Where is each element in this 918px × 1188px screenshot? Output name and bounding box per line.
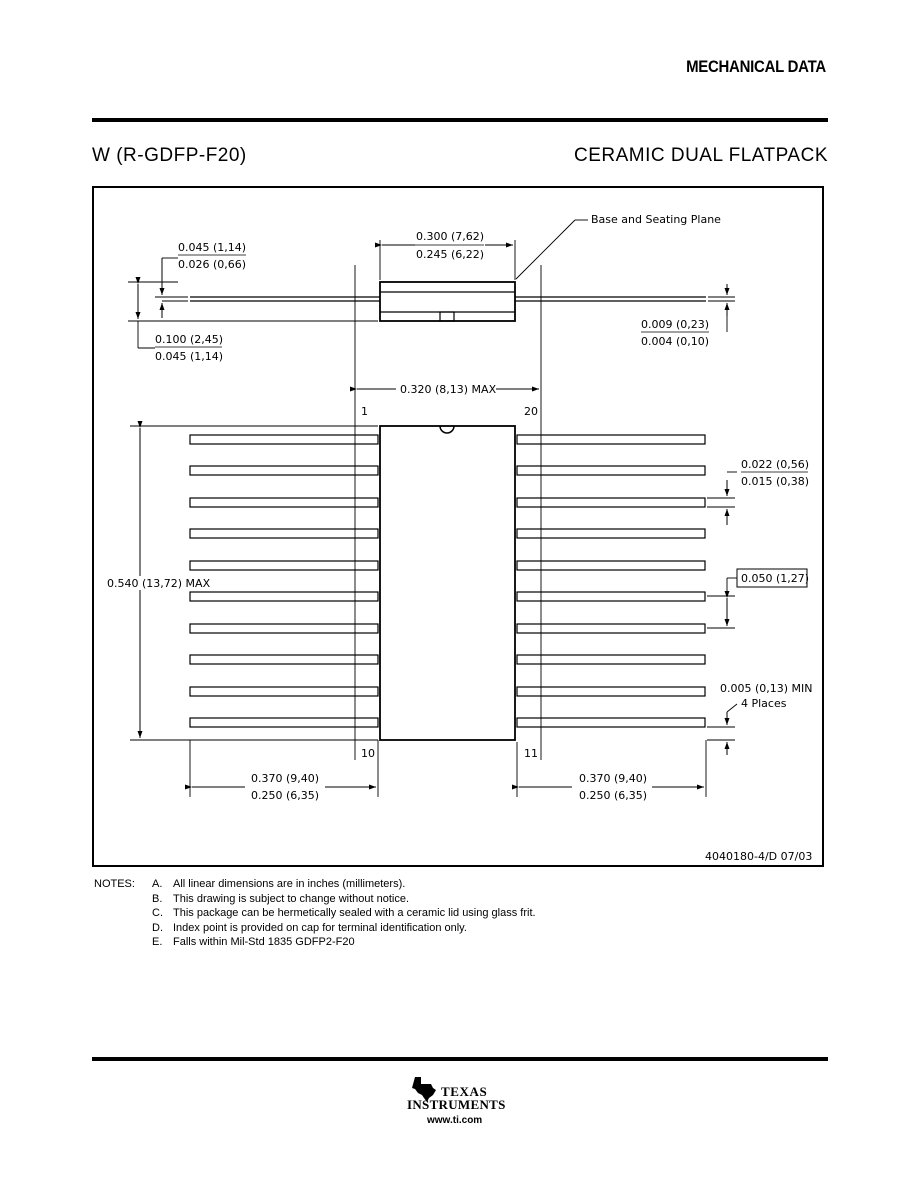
note-a: A. All linear dimensions are in inches (millimeters). [152,878,406,890]
body-height-min: 0.045 (1,14) [155,350,224,363]
pin-10-label: 10 [361,747,375,760]
note-c: C. This package can be hermetically sealed with a ceramic lid using glass frit. [152,907,536,919]
page-header-title: MECHANICAL DATA [686,57,826,76]
package-name: CERAMIC DUAL FLATPACK [573,145,828,166]
package-code: W (R-GDFP-F20) [92,145,247,166]
pin-1-label: 1 [361,405,368,418]
note-e: E. Falls within Mil-Std 1835 GDFP2-F20 [152,936,355,948]
notes-heading: NOTES: [94,878,135,890]
lead-length-left-max: 0.370 (9,40) [251,772,320,785]
body-length-max: 0.540 (13,72) MAX [107,577,211,590]
lead-height-min: 0.026 (0,66) [178,258,247,271]
lead-length-left-min: 0.250 (6,35) [251,789,320,802]
lead-length-right-min: 0.250 (6,35) [579,789,648,802]
lead-width-max: 0.022 (0,56) [741,458,810,471]
lead-pitch: 0.050 (1,27) [741,572,810,585]
pin-20-label: 20 [524,405,538,418]
note-d: D. Index point is provided on cap for terminal identification only. [152,921,467,934]
lead-width-min: 0.015 (0,38) [741,475,810,488]
body-width-min: 0.245 (6,22) [416,248,485,261]
lead-span-max: 0.320 (8,13) MAX [400,383,497,396]
brand-line-1: TEXAS [441,1084,488,1099]
right-leads [517,435,705,727]
lead-height-max: 0.045 (1,14) [178,241,247,254]
body-width-max: 0.300 (7,62) [416,230,485,243]
lead-thick-min: 0.004 (0,10) [641,335,710,348]
lead-length-right-max: 0.370 (9,40) [579,772,648,785]
min-gap-label: 0.005 (0,13) MIN [720,682,813,695]
pin-11-label: 11 [524,747,538,760]
footer-rule [92,1057,828,1061]
body-height-max: 0.100 (2,45) [155,333,224,346]
website-url[interactable]: www.ti.com [427,1115,483,1126]
left-leads [190,435,378,727]
document-number: 4040180-4/D 07/03 [705,850,813,863]
note-b: B. This drawing is subject to change without notice. [152,892,410,905]
lead-thick-max: 0.009 (0,23) [641,318,710,331]
ti-logo [405,1076,520,1128]
base-plane-label: Base and Seating Plane [591,213,721,226]
brand-line-2: INSTRUMENTS [407,1097,506,1112]
min-gap-places: 4 Places [741,697,787,710]
